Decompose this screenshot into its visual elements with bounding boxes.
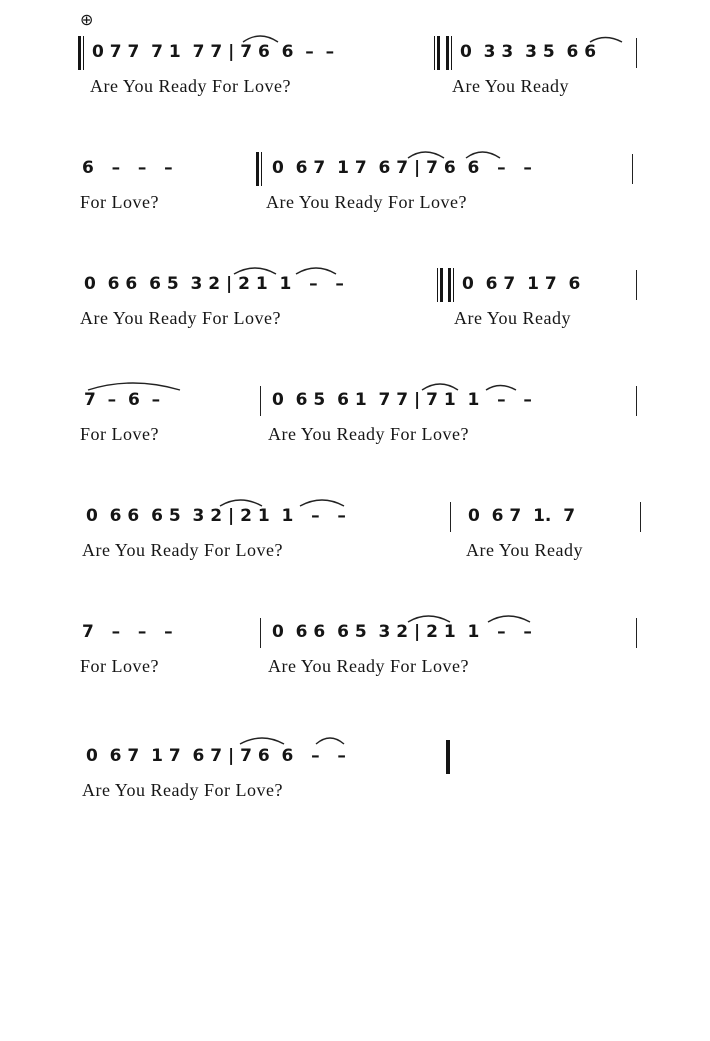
- notes-line-4-seg-2: 0 6 5 6 1 7 7 | 7 1 1 – –: [272, 390, 532, 410]
- notes-line-6-seg-1: 7 – – –: [82, 622, 173, 642]
- notes-line-2-seg-1: 6 – – –: [82, 158, 173, 178]
- slur-marks: [0, 616, 710, 650]
- lyric-line-7-seg-1: Are You Ready For Love?: [82, 780, 283, 800]
- score-line-3: [0, 268, 710, 378]
- score-line-7: [0, 740, 710, 850]
- notes-line-5-seg-2: 0 6 7 1. 7: [468, 506, 576, 526]
- lyric-line-3-seg-1: Are You Ready For Love?: [80, 308, 281, 328]
- slur-marks: [0, 268, 710, 302]
- lyric-line-4-seg-1: For Love?: [80, 424, 159, 444]
- score-line-5: [0, 500, 710, 610]
- slur-marks: [0, 500, 710, 534]
- slur-marks: [0, 384, 710, 418]
- score-line-2: [0, 152, 710, 262]
- notes-line-1-seg-2: 0 3 3 3 5 6 6: [460, 42, 597, 62]
- lyric-line-5-seg-2: Are You Ready: [466, 540, 583, 560]
- lyric-line-4-seg-2: Are You Ready For Love?: [268, 424, 469, 444]
- lyric-line-3-seg-2: Are You Ready: [454, 308, 571, 328]
- lyric-line-5-seg-1: Are You Ready For Love?: [82, 540, 283, 560]
- lyric-line-2-seg-2: Are You Ready For Love?: [266, 192, 467, 212]
- notes-line-7-seg-1: 0 6 7 1 7 6 7 | 7 6 6 – –: [86, 746, 346, 766]
- notes-line-2-seg-2: 0 6 7 1 7 6 7 | 7 6 6 – –: [272, 158, 532, 178]
- coda-icon: ⊕: [80, 10, 94, 29]
- notes-line-5-seg-1: 0 6 6 6 5 3 2 | 2 1 1 – –: [86, 506, 346, 526]
- lyric-line-2-seg-1: For Love?: [80, 192, 159, 212]
- lyric-line-1-seg-2: Are You Ready: [452, 76, 569, 96]
- notes-line-3-seg-1: 0 6 6 6 5 3 2 | 2 1 1 – –: [84, 274, 344, 294]
- slur-marks: [0, 36, 710, 70]
- slur-marks: [0, 740, 710, 774]
- lyric-line-6-seg-2: Are You Ready For Love?: [268, 656, 469, 676]
- score-line-1: [0, 36, 710, 146]
- notes-line-3-seg-2: 0 6 7 1 7 6: [462, 274, 581, 294]
- notes-line-6-seg-2: 0 6 6 6 5 3 2 | 2 1 1 – –: [272, 622, 532, 642]
- score-line-4: [0, 384, 710, 494]
- lyric-line-1-seg-1: Are You Ready For Love?: [90, 76, 291, 96]
- notes-line-4-seg-1: 7 – 6 –: [84, 390, 161, 410]
- slur-marks: [0, 152, 710, 186]
- score-line-6: [0, 616, 710, 726]
- notes-line-1-seg-1: 0 7 7 7 1 7 7 | 7 6 6 – –: [92, 42, 335, 62]
- lyric-line-6-seg-1: For Love?: [80, 656, 159, 676]
